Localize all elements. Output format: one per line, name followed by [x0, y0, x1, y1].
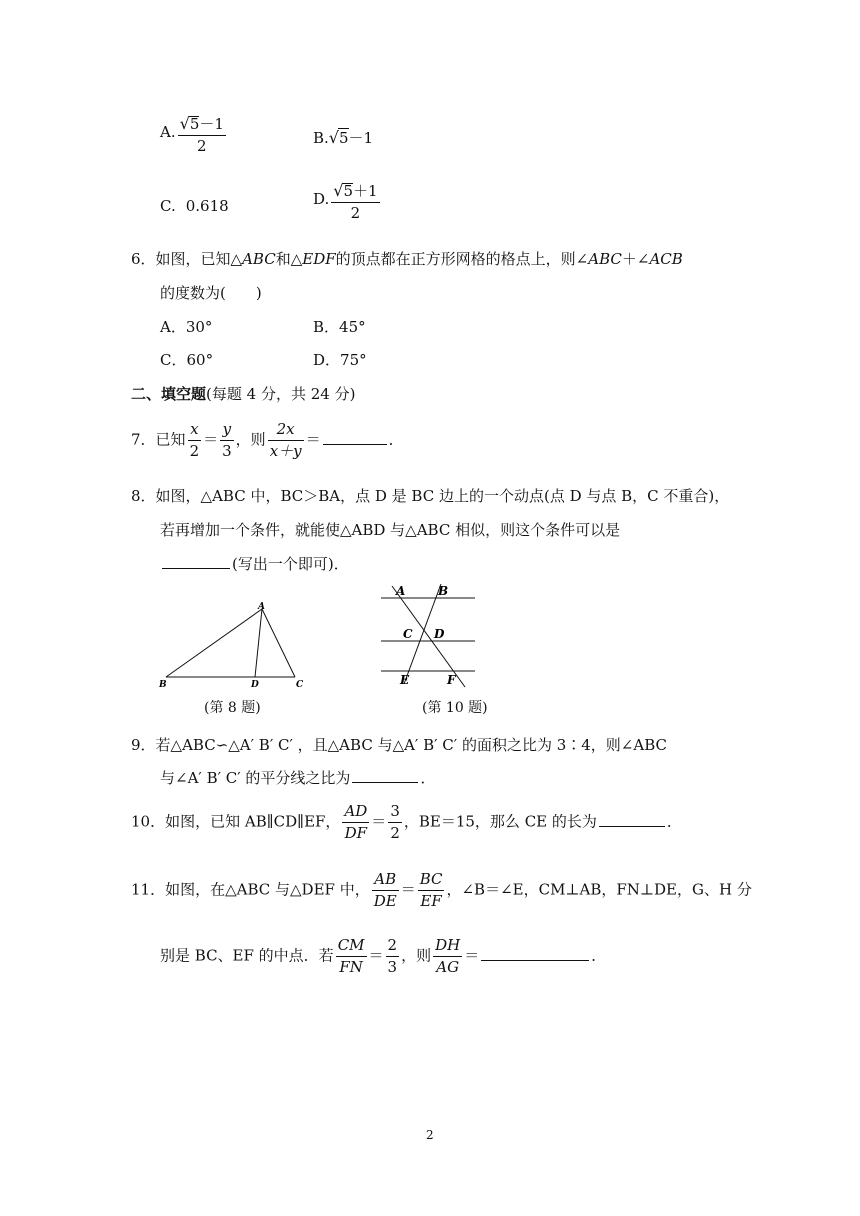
figure-10-caption: (第 10 题): [422, 700, 488, 716]
answer-blank: [352, 781, 418, 783]
label-c: C: [403, 627, 413, 641]
fraction: $\frac{AB}{DE}$: [373, 870, 397, 910]
q5-option-a: A. $\frac{√5-1}{2}$: [160, 114, 224, 155]
page-number: 2: [426, 1128, 434, 1142]
answer-blank: [162, 567, 230, 569]
label-b: B: [159, 680, 167, 690]
fraction: $\frac{√5+1}{2}$: [333, 181, 378, 222]
label-a: A: [258, 602, 265, 612]
q6-option-c: C．60°: [160, 351, 214, 369]
question-9: 9．若△ABC∽△A′ B′ C′ ，且△ABC 与△A′ B′ C′ 的面积之比为 3∶4，则∠ABC: [131, 736, 667, 754]
figure-8: [156, 600, 316, 692]
fraction: $\frac{BC}{EF}$: [419, 870, 443, 910]
q5-option-c: C. 0.618: [160, 197, 229, 215]
fraction: $\frac{√5-1}{2}$: [179, 114, 224, 155]
fraction: $\frac{2}{3}$: [387, 936, 398, 976]
question-7: 7．已知 $\frac{x}{2}$ ＝ $\frac{y}{3}$ ，则 $\frac{2x}{x+y}$ ＝ ．: [131, 420, 404, 460]
answer-blank: [599, 825, 665, 827]
section-heading: 二、填空题(每题 4 分，共 24 分): [131, 385, 356, 403]
q5-option-d: D. $\frac{√5+1}{2}$: [313, 181, 378, 222]
fraction: $\frac{2x}{x+y}$: [269, 420, 302, 460]
label-f: F: [447, 673, 456, 687]
question-9-line2: 与∠A′ B′ C′ 的平分线之比为 ．: [160, 769, 436, 787]
label-a: A: [396, 584, 406, 598]
fraction: $\frac{x}{2}$: [189, 420, 200, 460]
q6-option-d: D．75°: [313, 351, 367, 369]
q6-option-a: A．30°: [160, 318, 213, 336]
question-11-line2: 别是 BC、EF 的中点．若 $\frac{CM}{FN}$ ＝ $\frac{2}{3}$ ，则 $\frac{DH}{AG}$ ＝ ．: [160, 936, 607, 976]
question-6: 6．如图，已知△ABC和△EDF的顶点都在正方形网格的格点上，则∠ABC＋∠ACB: [131, 250, 683, 268]
label-b: B: [438, 584, 449, 598]
q5-option-b: B.√5－1: [313, 128, 374, 147]
fraction: $\frac{AD}{DF}$: [344, 802, 368, 842]
question-6-line2: 的度数为( ): [160, 284, 262, 302]
figure-8-caption: (第 8 题): [204, 700, 261, 716]
fraction: $\frac{CM}{FN}$: [337, 936, 365, 976]
question-11: 11．如图，在△ABC 与△DEF 中， $\frac{AB}{DE}$ ＝ $\frac{BC}{EF}$ ，∠B＝∠E，CM⊥AB，FN⊥DE，G、H 分: [131, 870, 752, 910]
question-8-line3: (写出一个即可)．: [160, 553, 349, 574]
question-10: 10．如图，已知 AB∥CD∥EF， $\frac{AD}{DF}$ ＝ $\frac{3}{2}$ ，BE＝15，那么 CE 的长为 ．: [131, 802, 682, 842]
question-8-line2: 若再增加一个条件，就能使△ABD 与△ABC 相似，则这个条件可以是: [160, 521, 621, 539]
label-d: D: [251, 680, 259, 690]
figure-10: [378, 580, 478, 690]
fraction: $\frac{DH}{AG}$: [435, 936, 461, 976]
question-8: 8．如图，△ABC 中，BC＞BA，点 D 是 BC 边上的一个动点(点 D 与点 B，C 不重合)，: [131, 487, 730, 505]
fraction: $\frac{y}{3}$: [222, 420, 232, 460]
label-e: E: [400, 673, 410, 687]
label-d: D: [434, 627, 445, 641]
answer-blank: [323, 443, 387, 445]
fraction: $\frac{3}{2}$: [390, 802, 400, 842]
answer-blank: [481, 959, 589, 961]
q6-option-b: B．45°: [313, 318, 366, 336]
label-c: C: [296, 680, 304, 690]
